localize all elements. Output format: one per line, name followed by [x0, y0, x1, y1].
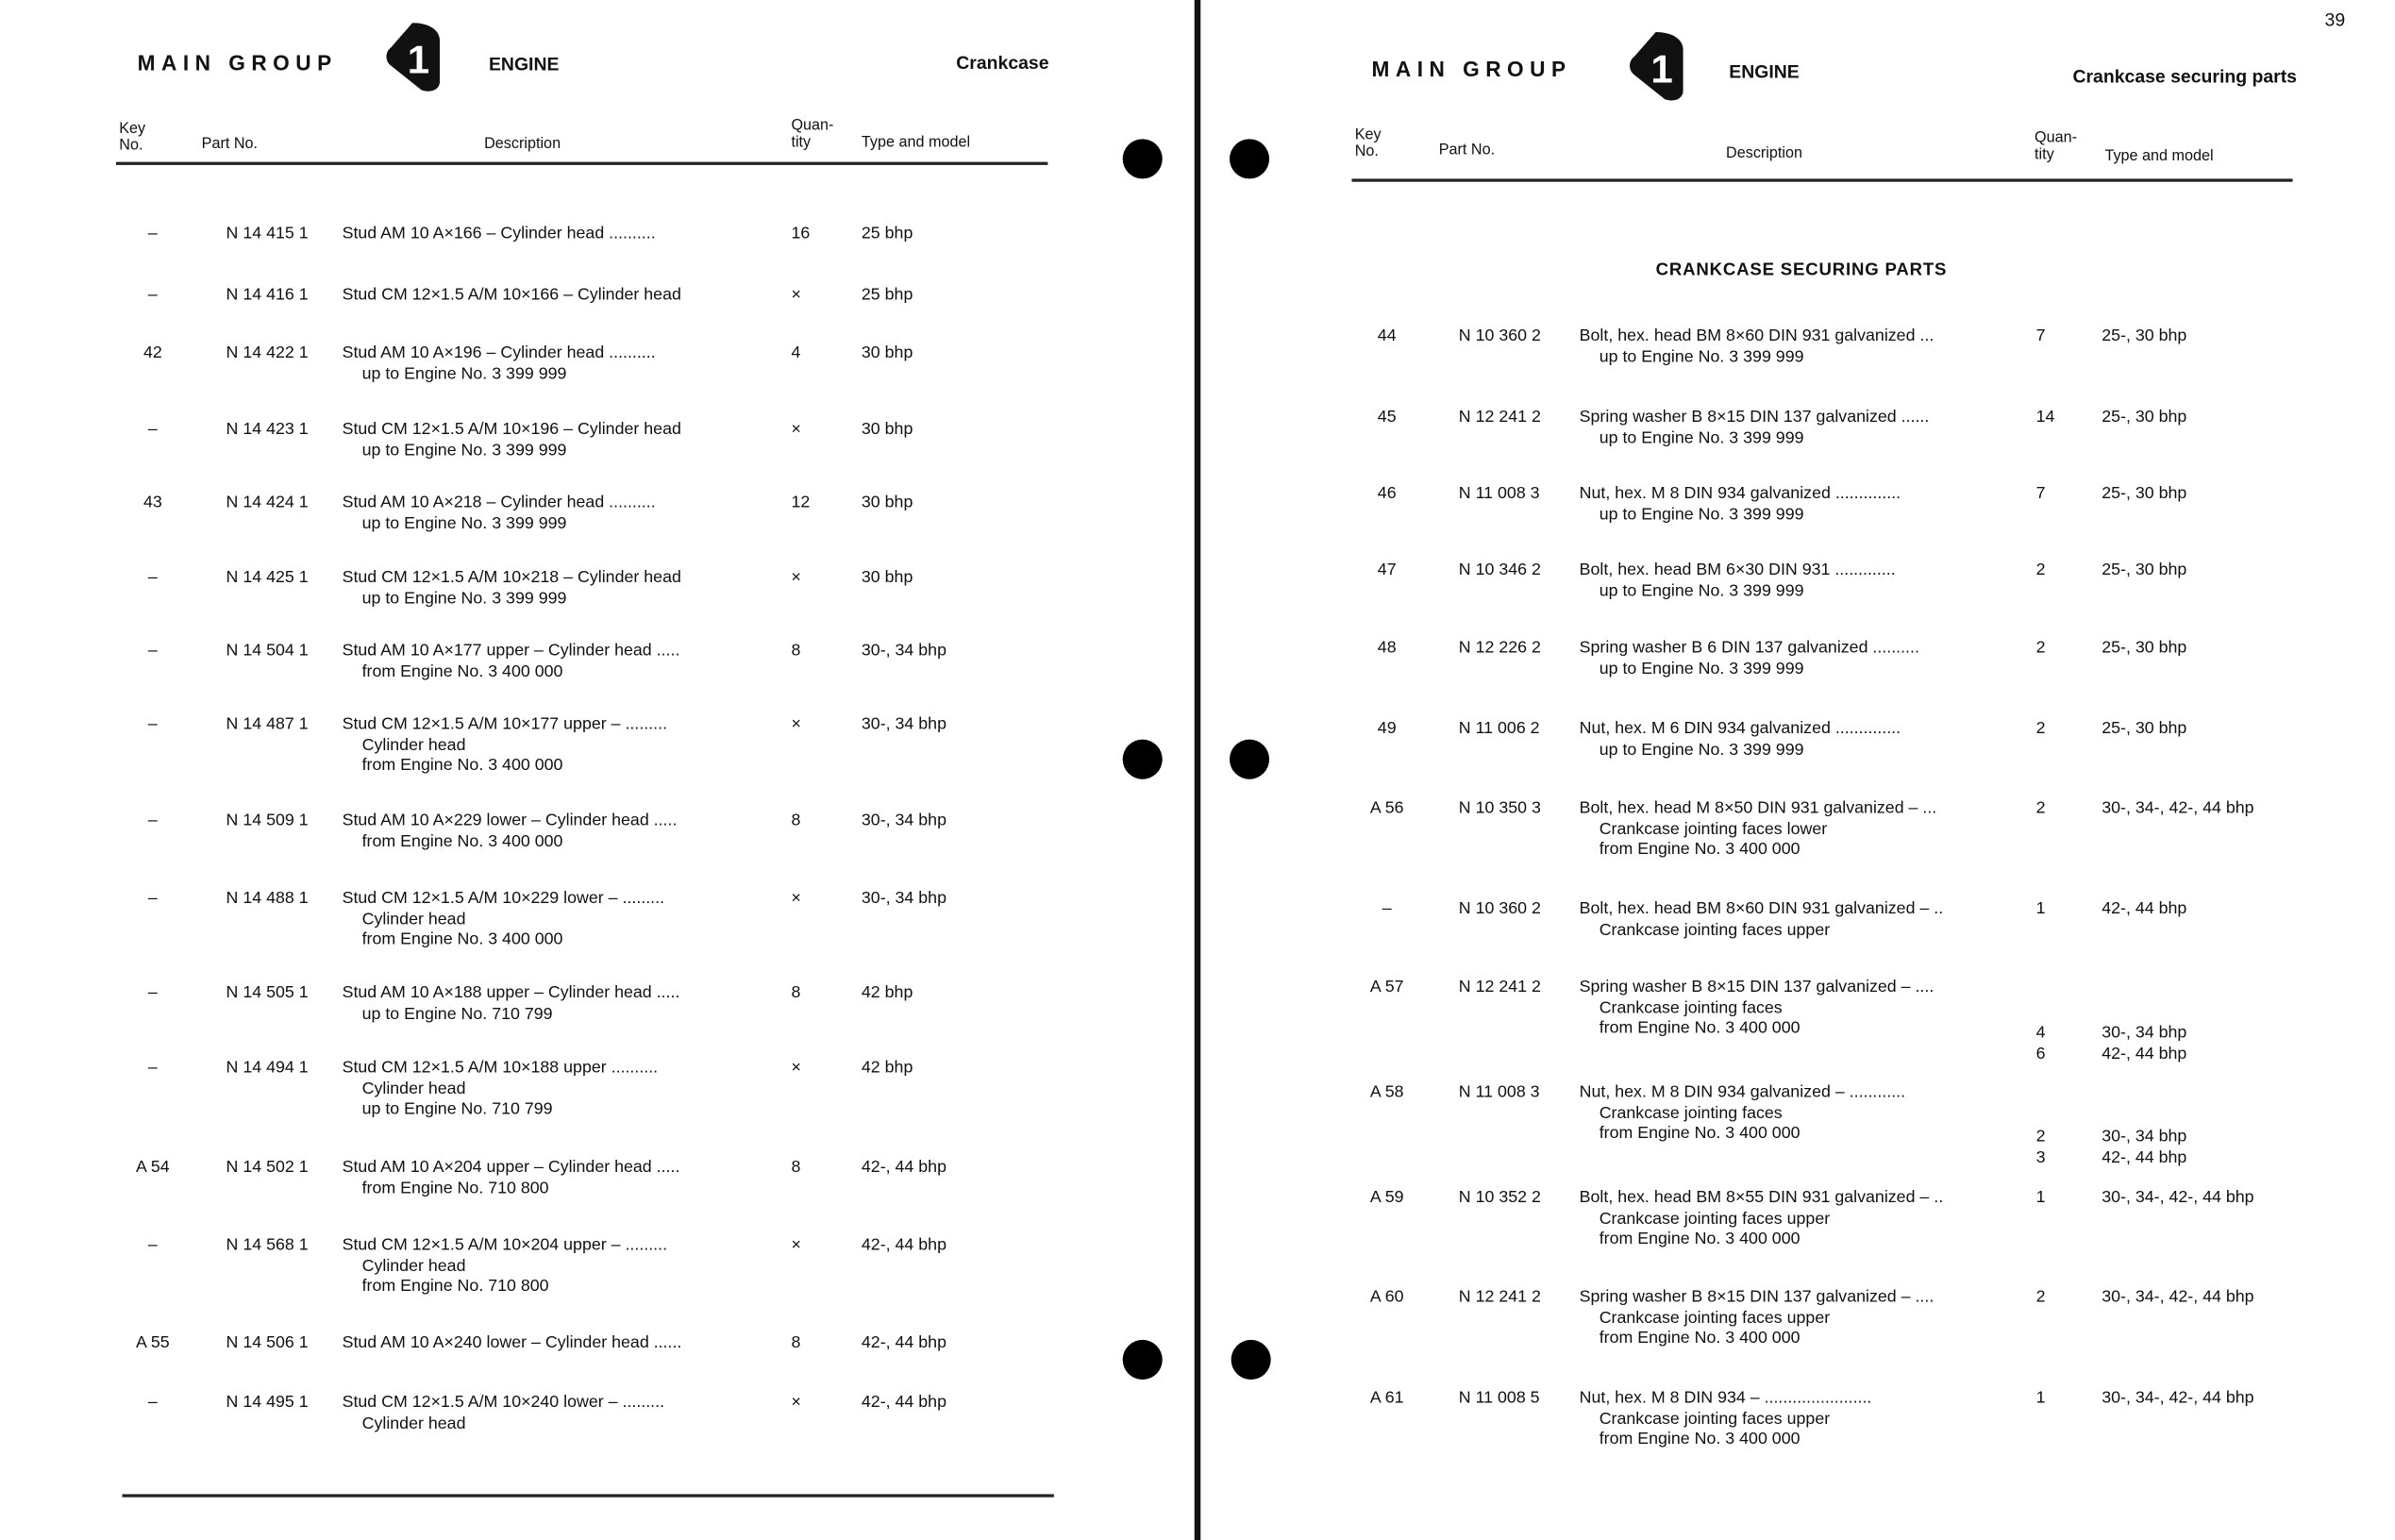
type-and-model: 42-, 44 bhp [861, 1393, 946, 1413]
col-type-model-right: Type and model [2104, 148, 2214, 165]
description-continuation: up to Engine No. 3 399 999 [361, 441, 567, 460]
quantity: × [791, 568, 801, 587]
description-continuation: from Engine No. 3 400 000 [1599, 1018, 1800, 1038]
part-description [1580, 1389, 1872, 1451]
description-continuation: from Engine No. 3 400 000 [1599, 1430, 1800, 1448]
col-key-no-left: Key No. [119, 120, 146, 155]
description-continuation: from Engine No. 710 800 [361, 1277, 549, 1296]
description-line: Nut, hex. M 8 DIN 934 galvanized .............. [1579, 484, 1901, 503]
description-continuation: from Engine No. 3 400 000 [361, 831, 563, 851]
part-no: N 14 415 1 [226, 225, 309, 243]
description-continuation: Crankcase jointing faces upper [1599, 1409, 1831, 1429]
description-continuation: up to Engine No. 710 799 [361, 1099, 553, 1119]
part-no: N 14 488 1 [226, 889, 309, 908]
description-line: Stud CM 12×1.5 A/M 10×196 – Cylinder head [342, 420, 681, 439]
type-and-model: 25-, 30 bhp [2102, 408, 2187, 427]
description-continuation: up to Engine No. 3 399 999 [361, 513, 567, 533]
type-and-model: 30-, 34-, 42-, 44 bhp [2102, 1287, 2254, 1307]
key-no: A 54 [136, 1158, 170, 1177]
page-number: 39 [2324, 8, 2346, 31]
footer-rule-left [122, 1494, 1053, 1496]
key-no: – [147, 642, 158, 661]
col-description-right: Description [1726, 144, 1803, 162]
description-line: Bolt, hex. head M 8×50 DIN 931 galvanized – ... [1579, 798, 1937, 818]
type-and-model: 30 bhp [861, 343, 913, 362]
description-line: Spring washer B 8×15 DIN 137 galvanized – .... [1579, 978, 1934, 996]
description-continuation: Crankcase jointing faces upper [1599, 1209, 1831, 1228]
binder-hole [1123, 139, 1163, 178]
quantity: 2 [2035, 561, 2046, 579]
main-group-title-right: MAIN GROUP [1371, 56, 1572, 81]
key-no: – [147, 1235, 158, 1255]
description-continuation: up to Engine No. 3 399 999 [361, 364, 567, 383]
type-and-model: 25-, 30 bhp [2102, 326, 2187, 345]
type-and-model: 25-, 30 bhp [2102, 484, 2187, 503]
main-group-title-left: MAIN GROUP [137, 50, 338, 75]
description-continuation: up to Engine No. 710 799 [361, 1004, 553, 1023]
type-and-model: 30-, 34-, 42-, 44 bhp [2102, 1188, 2254, 1208]
header-rule-left [116, 162, 1047, 164]
binder-hole [1230, 740, 1269, 779]
description-line: Stud CM 12×1.5 A/M 10×188 upper .......... [342, 1059, 659, 1078]
type-and-model: 30-, 34 bhp [861, 642, 946, 661]
description-line: Bolt, hex. head BM 6×30 DIN 931 ............. [1579, 561, 1896, 579]
type-and-model: 30 bhp [861, 568, 913, 587]
description-continuation: from Engine No. 3 400 000 [1599, 1124, 1800, 1144]
description-line: Stud AM 10 A×218 – Cylinder head .......... [342, 493, 656, 512]
group-number-badge-left [385, 20, 440, 93]
key-no: – [147, 225, 158, 243]
part-description [1580, 326, 1934, 368]
part-description [1580, 561, 1896, 602]
key-no: A 58 [1369, 1082, 1404, 1102]
key-no: A 55 [136, 1333, 170, 1352]
type-and-model: 30-, 34-, 42-, 44 bhp [2102, 798, 2254, 818]
part-description [343, 1059, 659, 1121]
part-no: N 11 006 2 [1458, 719, 1540, 739]
quantity: × [791, 889, 801, 908]
type-and-model: 25-, 30 bhp [2102, 719, 2187, 739]
quantity: × [791, 420, 801, 439]
quantity: 8 [791, 642, 801, 661]
part-description [343, 1333, 682, 1354]
type-and-model: 30-, 34 bhp [861, 889, 946, 908]
description-line: Stud CM 12×1.5 A/M 10×218 – Cylinder head [342, 568, 681, 587]
type-and-model: 25 bhp [861, 225, 913, 243]
part-description [1580, 1288, 1934, 1350]
part-no: N 14 495 1 [226, 1393, 309, 1413]
quantity: 2 [2035, 1127, 2046, 1147]
part-description [1580, 978, 1934, 1040]
key-no: – [1382, 899, 1392, 919]
group-number-left: 1 [407, 37, 430, 82]
part-no: N 14 487 1 [226, 714, 309, 734]
quantity: 6 [2035, 1045, 2046, 1063]
description-continuation: up to Engine No. 3 399 999 [1599, 581, 1804, 600]
col-quantity-right: Quan- tity [2035, 129, 2077, 164]
type-and-model: 25 bhp [861, 285, 913, 305]
description-line: Stud CM 12×1.5 A/M 10×204 upper – ......... [342, 1235, 668, 1255]
quantity: × [791, 1059, 801, 1078]
col-description-left: Description [484, 136, 561, 153]
quantity: × [791, 1393, 801, 1413]
type-and-model: 42-, 44 bhp [861, 1158, 946, 1177]
part-no: N 10 346 2 [1458, 561, 1541, 579]
quantity: 8 [791, 983, 801, 1003]
key-no: 44 [1377, 326, 1397, 345]
part-no: N 14 422 1 [226, 343, 309, 362]
quantity: 8 [791, 811, 801, 830]
key-no: A 60 [1369, 1287, 1404, 1307]
description-line: Stud AM 10 A×204 upper – Cylinder head ..... [342, 1158, 680, 1177]
description-continuation: Crankcase jointing faces [1599, 998, 1783, 1017]
part-no: N 14 568 1 [226, 1235, 309, 1255]
key-no: 46 [1377, 484, 1397, 503]
type-and-model: 42-, 44 bhp [2102, 1045, 2187, 1063]
part-no: N 12 241 2 [1458, 1287, 1541, 1307]
description-continuation: up to Engine No. 3 399 999 [1599, 505, 1804, 524]
description-line: Spring washer B 8×15 DIN 137 galvanized ...... [1579, 408, 1930, 427]
key-no: – [147, 420, 158, 439]
description-line: Bolt, hex. head BM 8×60 DIN 931 galvanized ... [1579, 326, 1934, 345]
part-no: N 12 226 2 [1458, 638, 1541, 658]
key-no: – [147, 568, 158, 587]
part-no: N 14 506 1 [226, 1333, 309, 1352]
type-and-model: 42-, 44 bhp [2102, 899, 2187, 919]
quantity: 4 [791, 343, 801, 362]
col-key-no-right: Key No. [1354, 126, 1382, 161]
part-no: N 14 424 1 [226, 493, 309, 512]
part-no: N 14 494 1 [226, 1059, 309, 1078]
description-line: Nut, hex. M 8 DIN 934 galvanized – ............ [1579, 1082, 1906, 1102]
part-no: N 14 425 1 [226, 568, 309, 587]
type-and-model: 42-, 44 bhp [861, 1235, 946, 1255]
key-no: 49 [1377, 719, 1397, 739]
key-no: 45 [1377, 408, 1397, 427]
col-type-model-left: Type and model [861, 134, 971, 152]
quantity: 4 [2035, 1023, 2046, 1043]
part-description [343, 225, 656, 245]
part-description [343, 889, 664, 951]
description-line: Stud CM 12×1.5 A/M 10×240 lower – ......... [342, 1393, 665, 1413]
part-description [343, 642, 680, 683]
key-no: – [147, 714, 158, 734]
type-and-model: 25-, 30 bhp [2102, 638, 2187, 658]
group-number-badge-right [1628, 29, 1683, 103]
part-no: N 14 416 1 [226, 285, 309, 305]
description-line: Bolt, hex. head BM 8×55 DIN 931 galvanized – .. [1579, 1188, 1944, 1208]
key-no: 47 [1377, 561, 1397, 579]
binder-hole [1123, 1340, 1163, 1380]
part-no: N 10 352 2 [1458, 1188, 1541, 1208]
part-description [1580, 639, 1919, 680]
description-line: Stud CM 12×1.5 A/M 10×166 – Cylinder head [342, 285, 681, 305]
description-continuation: Cylinder head [361, 1414, 466, 1432]
page-fold-divider [1195, 0, 1200, 1540]
part-no: N 14 502 1 [226, 1158, 309, 1177]
section-heading: CRANKCASE SECURING PARTS [1655, 260, 1948, 280]
part-description [343, 494, 656, 535]
description-continuation: Cylinder head [361, 735, 466, 755]
type-and-model: 30 bhp [861, 493, 913, 512]
description-continuation: from Engine No. 3 400 000 [1599, 1329, 1800, 1348]
section-title-left: ENGINE [488, 53, 560, 75]
part-no: N 10 360 2 [1458, 326, 1541, 345]
part-description [343, 286, 681, 307]
description-line: Stud CM 12×1.5 A/M 10×177 upper – ......... [342, 714, 668, 734]
col-part-no-left: Part No. [201, 136, 259, 153]
part-description [1580, 799, 1937, 862]
part-description [1580, 408, 1930, 449]
description-continuation: from Engine No. 3 400 000 [361, 930, 563, 949]
quantity: 8 [791, 1333, 801, 1352]
part-description [343, 420, 681, 461]
part-description [343, 568, 681, 610]
binder-hole [1231, 1340, 1271, 1380]
part-description [343, 715, 667, 778]
part-description [1580, 484, 1901, 526]
key-no: 43 [142, 493, 162, 512]
key-no: – [147, 1059, 158, 1078]
part-no: N 12 241 2 [1458, 408, 1541, 427]
description-line: Stud AM 10 A×196 – Cylinder head .......... [342, 343, 656, 362]
part-description [1580, 1189, 1944, 1251]
description-continuation: Cylinder head [361, 1256, 466, 1276]
part-no: N 14 423 1 [226, 420, 309, 439]
description-continuation: Crankcase jointing faces lower [1599, 819, 1828, 839]
part-description [343, 984, 680, 1026]
quantity: 3 [2035, 1148, 2046, 1167]
col-quantity-left: Quan- tity [791, 117, 834, 152]
quantity: 1 [2035, 1188, 2046, 1208]
section-title-right: ENGINE [1729, 60, 1800, 83]
key-no: 42 [142, 343, 162, 362]
quantity: × [791, 714, 801, 734]
description-line: Stud AM 10 A×177 upper – Cylinder head ..... [342, 642, 680, 661]
type-and-model: 42-, 44 bhp [861, 1333, 946, 1352]
binder-hole [1123, 740, 1163, 779]
key-no: 48 [1377, 638, 1397, 658]
type-and-model: 42 bhp [861, 1059, 913, 1078]
type-and-model: 30-, 34 bhp [2102, 1127, 2187, 1147]
key-no: – [147, 811, 158, 830]
part-description [343, 1236, 667, 1298]
quantity: 2 [2035, 638, 2046, 658]
header-rule-right [1351, 178, 2292, 180]
quantity: 16 [791, 225, 811, 243]
quantity: 2 [2035, 719, 2046, 739]
description-continuation: Cylinder head [361, 910, 466, 929]
description-continuation: from Engine No. 3 400 000 [361, 756, 563, 775]
key-no: A 59 [1369, 1188, 1404, 1208]
description-line: Stud AM 10 A×240 lower – Cylinder head ...... [342, 1333, 682, 1352]
description-continuation: from Engine No. 710 800 [361, 1179, 549, 1197]
description-continuation: Crankcase jointing faces upper [1599, 1308, 1831, 1328]
description-continuation: from Engine No. 3 400 000 [1599, 840, 1800, 859]
part-no: N 10 360 2 [1458, 899, 1541, 919]
quantity: 2 [2035, 1287, 2046, 1307]
type-and-model: 30-, 34 bhp [2102, 1023, 2187, 1043]
description-line: Stud CM 12×1.5 A/M 10×229 lower – ......... [342, 889, 665, 908]
key-no: – [147, 889, 158, 908]
key-no: A 57 [1369, 978, 1404, 996]
quantity: × [791, 1235, 801, 1255]
subsection-title-left: Crankcase [956, 52, 1049, 74]
key-no: – [147, 983, 158, 1003]
part-no: N 14 505 1 [226, 983, 309, 1003]
type-and-model: 42-, 44 bhp [2102, 1148, 2187, 1167]
part-no: N 12 241 2 [1458, 978, 1541, 996]
group-number-right: 1 [1650, 46, 1673, 92]
description-line: Spring washer B 6 DIN 137 galvanized .......... [1579, 638, 1919, 658]
description-line: Nut, hex. M 6 DIN 934 galvanized .............. [1579, 719, 1901, 739]
quantity: 1 [2035, 899, 2046, 919]
quantity: 2 [2035, 798, 2046, 818]
description-continuation: from Engine No. 3 400 000 [1599, 1230, 1800, 1248]
part-description [343, 343, 656, 385]
part-description [343, 1394, 664, 1435]
part-no: N 11 008 3 [1458, 1082, 1540, 1102]
quantity: 12 [791, 493, 811, 512]
description-line: Nut, hex. M 8 DIN 934 – ....................... [1579, 1388, 1872, 1408]
key-no: – [147, 1393, 158, 1413]
subsection-title-right: Crankcase securing parts [2072, 65, 2298, 88]
description-line: Spring washer B 8×15 DIN 137 galvanized – .... [1579, 1287, 1934, 1307]
description-line: Stud AM 10 A×166 – Cylinder head .......... [342, 225, 656, 243]
description-continuation: up to Engine No. 3 399 999 [1599, 740, 1804, 759]
description-continuation: Cylinder head [361, 1079, 466, 1098]
col-part-no-right: Part No. [1438, 142, 1496, 159]
description-line: Stud AM 10 A×229 lower – Cylinder head ..... [342, 811, 678, 830]
part-description [343, 812, 678, 853]
binder-hole [1230, 139, 1269, 178]
type-and-model: 42 bhp [861, 983, 913, 1003]
description-continuation: up to Engine No. 3 399 999 [361, 589, 567, 608]
quantity: 7 [2035, 326, 2046, 345]
part-no: N 14 509 1 [226, 811, 309, 830]
description-line: Stud AM 10 A×188 upper – Cylinder head ..... [342, 983, 680, 1003]
part-no: N 10 350 3 [1458, 798, 1541, 818]
description-line: Bolt, hex. head BM 8×60 DIN 931 galvanized – .. [1579, 899, 1944, 919]
type-and-model: 30-, 34 bhp [861, 714, 946, 734]
type-and-model: 30 bhp [861, 420, 913, 439]
description-continuation: Crankcase jointing faces upper [1599, 920, 1831, 939]
description-continuation: up to Engine No. 3 399 999 [1599, 428, 1804, 447]
part-no: N 11 008 5 [1458, 1388, 1540, 1408]
part-description [1580, 900, 1944, 942]
quantity: 1 [2035, 1388, 2046, 1408]
part-description [1580, 720, 1901, 762]
description-continuation: up to Engine No. 3 399 999 [1599, 347, 1804, 366]
description-continuation: Crankcase jointing faces [1599, 1103, 1783, 1123]
quantity: 8 [791, 1158, 801, 1177]
part-description [343, 1158, 680, 1199]
part-description [1580, 1083, 1905, 1146]
quantity: 14 [2035, 408, 2055, 427]
quantity: × [791, 285, 801, 305]
quantity: 7 [2035, 484, 2046, 503]
type-and-model: 25-, 30 bhp [2102, 561, 2187, 579]
description-continuation: from Engine No. 3 400 000 [361, 661, 563, 681]
key-no: A 61 [1369, 1388, 1404, 1408]
key-no: – [147, 285, 158, 305]
key-no: A 56 [1369, 798, 1404, 818]
part-no: N 11 008 3 [1458, 484, 1540, 503]
type-and-model: 30-, 34-, 42-, 44 bhp [2102, 1388, 2254, 1408]
type-and-model: 30-, 34 bhp [861, 811, 946, 830]
description-continuation: up to Engine No. 3 399 999 [1599, 659, 1804, 678]
part-no: N 14 504 1 [226, 642, 309, 661]
